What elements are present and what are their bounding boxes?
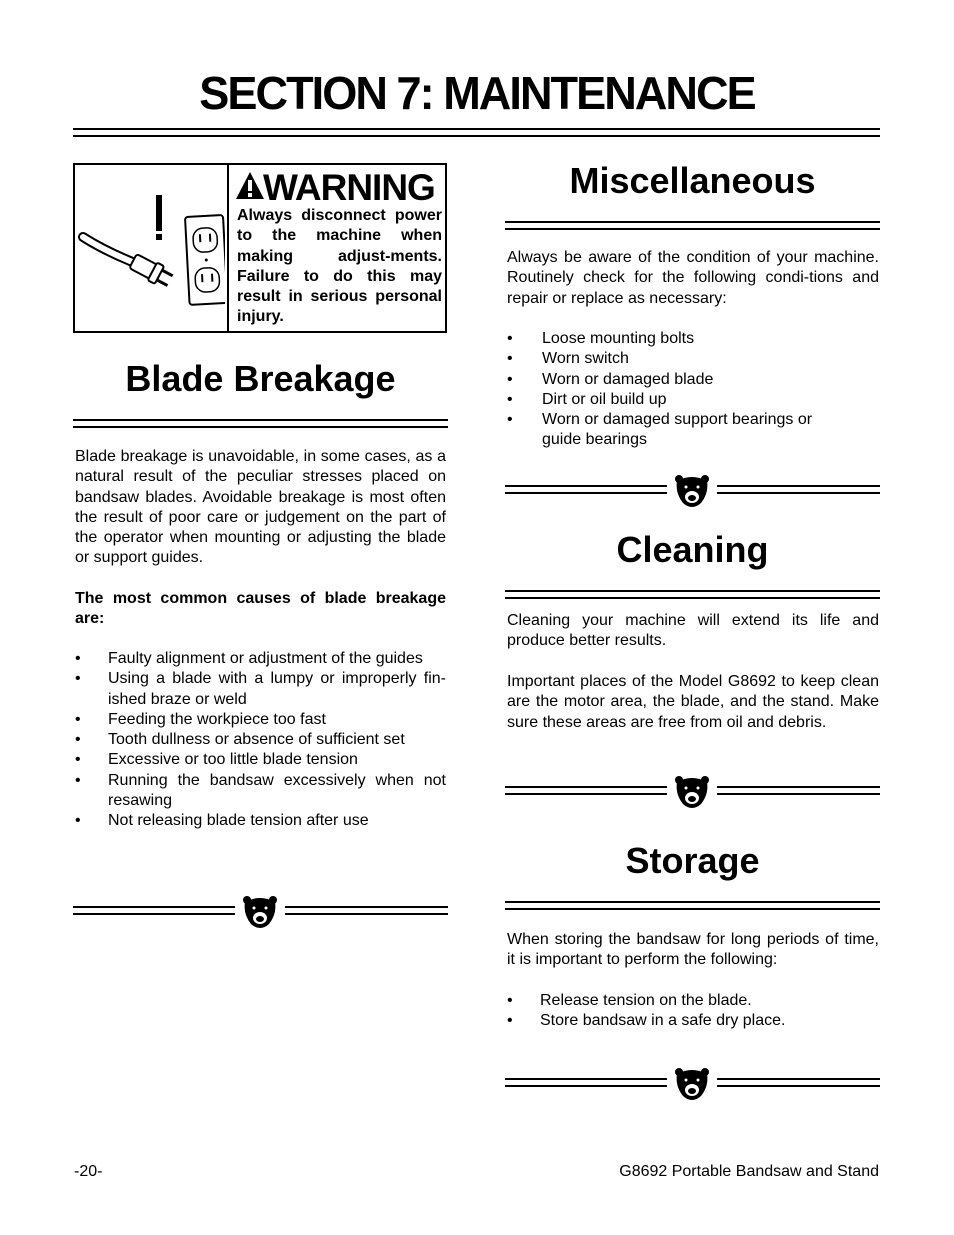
bear-logo-icon: [673, 1066, 711, 1104]
miscellaneous-title: Miscellaneous: [569, 160, 816, 201]
list-item: • Release tension on the blade.: [507, 992, 752, 1009]
storage-rule: [505, 901, 880, 911]
blade-breakage-causes-list: [75, 649, 446, 832]
warning-illustration: [75, 165, 229, 331]
bear-divider: [505, 772, 880, 812]
cleaning-title: Cleaning: [616, 529, 769, 570]
list-item: • Running the bandsaw excessively when not resawing: [75, 771, 446, 810]
list-item: • Worn switch: [507, 350, 629, 368]
bear-divider: [73, 892, 448, 932]
list-item: • Not releasing blade tension after use: [75, 812, 369, 830]
list-item: • Store bandsaw in a safe dry place.: [507, 1012, 786, 1030]
warning-box: [73, 163, 447, 333]
miscellaneous-rule: [505, 221, 880, 231]
list-item: • Feeding the workpiece too fast: [75, 710, 326, 728]
list-item: • Worn or damaged blade: [507, 370, 714, 388]
plug-outlet-icon: [75, 165, 225, 331]
miscellaneous-list: [507, 329, 879, 451]
list-item: • Dirt or oil build up: [507, 390, 667, 408]
cleaning-paragraph-1: Cleaning your machine will extend its life and produce better results.: [507, 612, 879, 650]
blade-breakage-intro: Blade breakage is unavoidable, in some cases, as a natural result of the peculiar stresses placed on bandsaw blades. Avoidable breakage is most often the result of poor care or judgement on the part of the operator when mounting or adjusting the blade or support guides.: [75, 448, 446, 567]
bear-divider: [505, 1064, 880, 1104]
warning-triangle-icon: [235, 171, 265, 201]
list-item: • Worn or damaged support bearings or guide bearings: [507, 411, 813, 449]
list-item: • Loose mounting bolts: [507, 330, 695, 347]
list-item: • Excessive or too little blade tension: [75, 751, 358, 769]
bear-logo-icon: [673, 473, 711, 511]
blade-breakage-rule: [73, 419, 448, 429]
warning-header: [235, 167, 447, 207]
cleaning-paragraph-2: Important places of the Model G8692 to keep clean are the motor area, the blade, and the stand. Make sure these areas are free from oil and debris.: [507, 673, 879, 731]
warning-heading: WARNING: [263, 167, 435, 208]
list-item: • Using a blade with a lumpy or improperly fin-ished braze or weld: [75, 670, 446, 708]
footer-title: G8692 Portable Bandsaw and Stand: [619, 1163, 879, 1180]
bear-divider: [505, 471, 880, 511]
cleaning-rule: [505, 590, 880, 600]
page-number: -20-: [74, 1163, 103, 1180]
blade-breakage-causes-heading: The most common causes of blade breakage are:: [75, 590, 446, 628]
section-title: SECTION 7: MAINTENANCE: [199, 67, 755, 119]
miscellaneous-intro: Always be aware of the condition of your machine. Routinely check for the following condi-tions and repair or replace as necessary:: [507, 249, 879, 307]
list-item: • Faulty alignment or adjustment of the guides: [75, 650, 423, 667]
storage-list: [507, 991, 879, 1032]
list-item: • Tooth dullness or absence of sufficient set: [75, 731, 405, 749]
title-rule: [73, 128, 880, 138]
storage-intro: When storing the bandsaw for long periods of time, it is important to perform the following:: [507, 931, 879, 969]
warning-text: Always disconnect power to the machine when making adjust-ments. Failure to do this may result in serious personal injury.: [237, 207, 442, 326]
bear-logo-icon: [673, 774, 711, 812]
blade-breakage-title: Blade Breakage: [125, 358, 396, 399]
bear-logo-icon: [241, 894, 279, 932]
storage-title: Storage: [625, 840, 760, 881]
